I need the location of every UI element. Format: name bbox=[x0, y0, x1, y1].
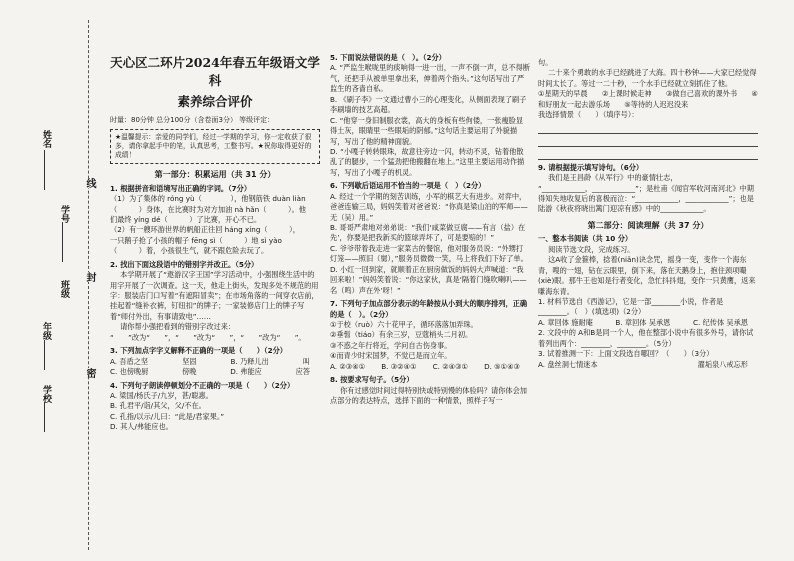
q7-item: ①于校（ruò）六十花甲子，循环落落加弄珠。 bbox=[330, 319, 478, 329]
notice-box: ★温馨提示：亲爱的同学们，经过一学期的学习，你一定收获了很多，请你拿起手中的笔，认真思考，工整书写。★祝你取得更好的成绩！ bbox=[110, 129, 320, 165]
column-1 bbox=[110, 0, 320, 561]
q1-line: （2）有一艘环游世界的帆船正往回 háng xíng（ ）， bbox=[110, 225, 300, 235]
q2-body: 本学期开展了“遨游汉字王国”学习活动中，小强围绕生活中的用字开展了一次调查。这一天，他走上街头，发现多处不规范的用字：服装店门口写着“有遮阳冒卖”；在市场角落的一间穿衣店前，挂起着“缝补衣裤，钉纽扣”的牌子；一家装修店门上的牌子写着“师付外出，有事请致电”…… bbox=[110, 270, 319, 321]
answer-line[interactable] bbox=[538, 149, 758, 160]
name-line bbox=[44, 150, 45, 190]
field-number-label: 学号 bbox=[59, 205, 69, 223]
q1-line: （1）为了集体的 róng yù（ ），他钢筋铁 duàn liàn bbox=[110, 194, 306, 204]
column-3 bbox=[538, 0, 758, 561]
q3-option[interactable]: D. 弗能应 bbox=[230, 367, 262, 377]
grade-line bbox=[44, 340, 45, 370]
q7-option[interactable]: D. ⑤①④③ bbox=[484, 361, 520, 371]
q9-line[interactable]: “____________，____________”；是杜甫《闻官军收河南河北》中期得知失地收复后的喜极而泣：“____________，____________”；也是陆游《秋夜将晓出篱门迎凉有感》中的____________。 bbox=[538, 183, 754, 214]
q5-option[interactable]: C. “他穿一身旧制服衣裳，高大的身板有些佝偻，一张瘦脸显得土灰，眼睛里一些眼垢的阴郁。”这句话主要运用了外貌描写，写出了他的精神面貌。 bbox=[330, 115, 524, 146]
field-class-label: 班级 bbox=[59, 280, 69, 298]
reading-q1-option[interactable]: A. 章回体 施耐庵 bbox=[538, 317, 593, 327]
q5-option[interactable]: D. “小嘎子转转眼珠，故意往旁边一闪，转动不灵，钻着他散乱了的腿步，一个猛劲把他搬翻在地上。”这里主要运用动作描写，写出了小嘎子的机灵。 bbox=[330, 146, 525, 177]
bind-word-secret: 密 bbox=[84, 368, 95, 378]
reading-q3-option[interactable]: A. 盘丝洞七情迷本 bbox=[538, 359, 598, 369]
q7-item: ②垂髫（tiáo）有余三岁，豆蔻梢头二月初。 bbox=[330, 330, 473, 340]
q1-line: （ ）身体，在比赛时为对方加油 nà hǎn（ ）。他 bbox=[110, 204, 306, 214]
q7-options-row bbox=[330, 362, 530, 372]
q2-fill: 请你帮小强把看到的错别字改过来： bbox=[120, 322, 236, 332]
q3-option-gloss: 叫 bbox=[302, 356, 310, 366]
exam-meta-text: 时量：80分钟 总分100分（含卷面3分） 等级评定： bbox=[110, 116, 275, 125]
q1-line: 们最终 yíng dé（ ）了比赛，开心不已。 bbox=[110, 214, 262, 224]
q6-option[interactable]: D. 小红一回到家，就顺着正在厨房做饭的妈妈大声喊道：“我回来啦！”妈妈笑着说：“你这家伙，真是‘隔着门缝吹喇叭——名（鸣）声在外’呀！” bbox=[330, 264, 527, 295]
q3-option[interactable]: B. 乃释儿出 bbox=[230, 356, 269, 366]
reading-q1[interactable]: 1. 材料节选自《西游记》，它是一部________小说，作者是________。（ ）(填选项)（2分） bbox=[538, 297, 724, 317]
q7-option[interactable]: C. ②④③① bbox=[432, 361, 468, 371]
q7-item: ③不惑之年行将近，学问自古伤身事。 bbox=[330, 340, 452, 350]
q6-option[interactable]: A. 经过一个学期的刻苦训练，小军的棋艺大有进步。对弈中，爸爸连输三局，妈妈笑着对爸爸说：“你真是梁山泊的军师——无（吴）用。” bbox=[330, 191, 528, 222]
q1-title: 1. 根据拼音和语境写出正确的字词。（7分） bbox=[110, 183, 252, 193]
q6-option[interactable]: B. 哥哥严肃地对弟弟说：“我们‘咸菜做豆腐——有言（盐）在先’，你要是把我新买的篮球弄坏了，可是要赔的！” bbox=[330, 223, 526, 243]
q2-title: 2. 找出下面这段语中的错别字并改正。（5分） bbox=[110, 259, 259, 269]
field-name-label: 姓名 bbox=[41, 130, 51, 148]
reading-passage: 这A收了金箍棒，捻着(niǎn)诀念咒，摇身一变，变作一个海东青，嗖的一翅，钻在云眼里，倒下来，落在天鹅身上，抱住颈项嘬(xiè)眼。那牛王也知是行者变化，急忙抖抖翅，变作一只黄鹰，返来嗛海东青。 bbox=[538, 255, 756, 296]
exam-title: 天心区二环片2024年春五年级语文学科 bbox=[110, 55, 320, 89]
q3-option-gloss: 坚固 bbox=[182, 356, 197, 366]
q9-line: 我们是王昌龄《从军行》中的豪情壮志， bbox=[548, 173, 678, 183]
reading-q3-option[interactable]: 濯垢泉八戒忘形 bbox=[697, 359, 748, 369]
number-line bbox=[62, 222, 63, 262]
q5-option[interactable]: A. “严监生喉咙里的痰响得一进一出，一声不倒一声，总不得断气，还把手从被单里拿出来，伸着两个指头。”这句话写出了严监生的吝啬自私。 bbox=[330, 63, 530, 94]
part1-heading: 第一部分：积累运用（共 31 分） bbox=[154, 170, 276, 180]
field-school-label: 学校 bbox=[41, 385, 51, 403]
q6-title: 6. 下列歇后语运用不恰当的一项是（ ）（2分） bbox=[330, 181, 486, 191]
q8-pick-prompt: 我选择情景（ ）（填序号）： bbox=[538, 110, 639, 120]
field-grade-label: 年级 bbox=[41, 322, 51, 340]
part2-intro: 阅读节选文段，完成练习。 bbox=[548, 244, 635, 254]
school-line bbox=[44, 402, 45, 432]
q4-option[interactable]: D. 其人/弗能应也。 bbox=[110, 422, 173, 432]
reading-q3-options bbox=[538, 360, 758, 370]
q3-option-gloss: 应答 bbox=[295, 367, 310, 377]
q2-fill-blanks: “ ”改为“ ”，“ ”改为“ ”，“ ”改为“ ”。 bbox=[110, 332, 306, 342]
q7-item: ④而青少时宋国梦，不觉已是而立年。 bbox=[330, 351, 452, 361]
q3-option[interactable]: A. 吾盾之坚 bbox=[110, 356, 149, 366]
q8-body: 你有过感觉时间过得特别快或特别慢的体验吗？请你体会加点部分的表达特点，选择下面的一种情景，照样子写一 bbox=[330, 385, 527, 405]
reading-q1-option[interactable]: B. 章回体 吴承恩 bbox=[615, 317, 671, 327]
q3-options-row bbox=[110, 367, 320, 377]
binding-dash-line bbox=[88, 20, 89, 550]
q4-option[interactable]: A. 梁国/杨氏子/九岁，甚/聪惠。 bbox=[110, 390, 213, 400]
answer-line[interactable] bbox=[538, 136, 758, 147]
part2-heading: 第二部分：阅读理解（共 37 分） bbox=[587, 220, 709, 230]
reading-q1-option[interactable]: C. 纪传体 吴承恩 bbox=[692, 317, 748, 327]
exam-subtitle: 素养综合评价 bbox=[177, 94, 253, 110]
q1-line: （ ）着，小孩很生气，就不跟危险去玩了。 bbox=[110, 246, 269, 256]
q8-scenes: ①星期天的早晨 ②上课时候走神 ③做自己喜欢的课外书 ④和好朋友一起去游乐场 ⑤等待的人迟迟没来 bbox=[538, 89, 758, 109]
q3-title: 3. 下列加点字字义解释不正确的一项是（ ）（2分） bbox=[110, 346, 287, 356]
q3-options-row bbox=[110, 357, 320, 367]
q7-option[interactable]: A. ②③④① bbox=[330, 361, 366, 371]
column-2 bbox=[330, 0, 530, 561]
q6-option[interactable]: C. 爷爷带着我走进一家菜古的餐馆，他对服务员说：“外甥打灯笼——照旧（舅），”服务员微微一笑，马上将我们下好了单。 bbox=[330, 243, 528, 264]
q4-option[interactable]: C. 孔指/以示/儿曰：“此是/君家果。” bbox=[110, 411, 225, 421]
q3-option[interactable]: C. 也傍晚厨 bbox=[110, 367, 149, 377]
q4-option[interactable]: B. 孔君平/诣/其父，父/不在。 bbox=[110, 401, 206, 411]
q9-title: 9. 请根据提示填写诗句。（6分） bbox=[538, 162, 644, 172]
reading-q3[interactable]: 3. 试着推测一下：上面文段选自哪回？（ ）（3分） bbox=[538, 349, 714, 359]
q1-line: 一只鹅子抢了小孩的帽子 fēng sì（ ）地 sì yào bbox=[110, 235, 282, 245]
bind-word-seal: 封 bbox=[84, 272, 95, 282]
q8-title: 8. 按要求写句子。（5分） bbox=[330, 375, 414, 385]
reading-q2[interactable]: 2. 文段中的 A和B是同一个人，他在整部小说中有很多外号，请你试着列出两个：________，________。（5分） bbox=[538, 328, 754, 348]
bind-word-line: 线 bbox=[84, 178, 95, 188]
q7-title: 7. 下列句子加点部分表示的年龄按从小到大的顺序排列，正确的是（ ）。（2分） bbox=[330, 299, 528, 319]
q8-continued: 句。 bbox=[538, 58, 553, 67]
part2-sub-heading: 一、整本书阅读（共 10 分） bbox=[538, 234, 633, 244]
q8-sample-sentence: 二十来个勇敢的水手已经跳进了大海。四十秒钟——大家已经觉得时间太长了。等过一二十秒，一个水手已经就立刻抓住了他。 bbox=[538, 68, 757, 88]
exam-meta bbox=[110, 115, 320, 125]
reading-q1-options bbox=[538, 318, 758, 328]
q3-option-gloss: 傍晚 bbox=[182, 367, 197, 377]
q5-option[interactable]: B. 《刷子李》一文通过曹小三的心理变化，从侧面表现了刷子李刷墙的技艺高超。 bbox=[330, 94, 527, 115]
answer-line[interactable] bbox=[538, 123, 758, 134]
q5-title: 5. 下面说法错误的是（ ）。（2分） bbox=[330, 53, 446, 62]
binding-margin bbox=[0, 0, 100, 561]
q7-option[interactable]: B. ③②④① bbox=[381, 361, 417, 371]
q4-title: 4. 下列句子朗读停顿划分不正确的一项是（ ）（2分） bbox=[110, 380, 295, 390]
